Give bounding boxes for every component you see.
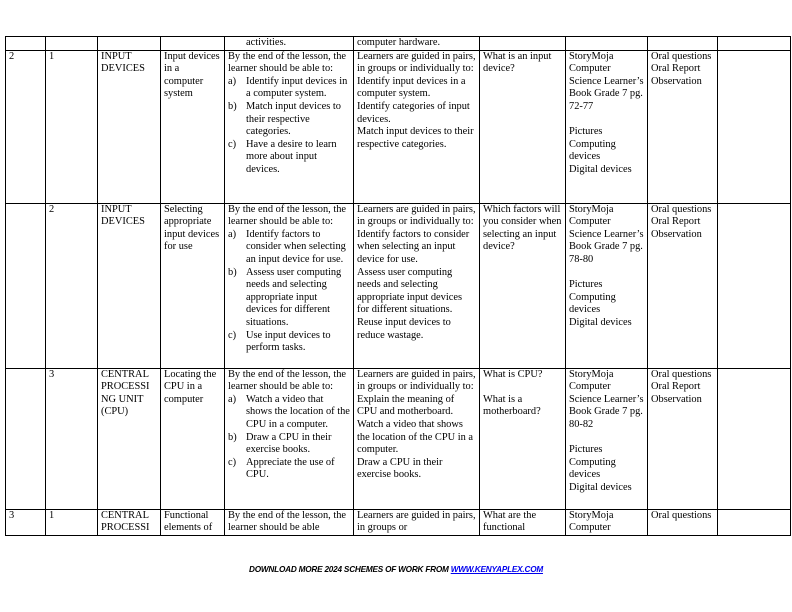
table-row	[6, 50, 791, 203]
cell-lesson: 3	[46, 368, 98, 509]
objective-marker: c)	[228, 138, 237, 150]
cell-remarks	[718, 50, 791, 203]
cell-sub-strand: Selecting appropriate input devices for use	[161, 203, 225, 368]
cell-sub-strand: Functional elements of	[161, 509, 225, 535]
cell-objectives	[225, 203, 354, 368]
cell-experiences: Learners are guided in pairs, in groups or individually to: Explain the meaning of CPU and motherboard. Watch a video that shows the location of the CPU in a computer. Draw a CPU in their exercise books.	[354, 368, 480, 509]
objectives-intro: By the end of the lesson, the learner should be able to:	[228, 368, 347, 393]
table-row	[6, 509, 791, 535]
resources-book: StoryMoja Computer	[569, 509, 614, 534]
spacer	[569, 114, 644, 127]
cell-remarks	[718, 203, 791, 368]
resources-other: Pictures Computing devices Digital devices	[569, 126, 632, 175]
cell-objectives	[225, 509, 354, 535]
spacer	[569, 432, 644, 445]
objective-item	[228, 330, 350, 355]
objectives-list	[228, 229, 350, 355]
objective-text: Appreciate the use of CPU.	[246, 456, 335, 481]
objective-text: Use input devices to perform tasks.	[246, 329, 331, 354]
cell-week: 3	[6, 509, 46, 535]
objective-item	[228, 267, 350, 330]
cell-objectives	[225, 368, 354, 509]
objective-marker: a)	[228, 228, 237, 240]
cell-remarks	[718, 509, 791, 535]
objective-text: Assess user computing needs and selecting appropriate input devices for different situations.	[246, 266, 342, 328]
cell-resources	[566, 50, 648, 203]
cell-remarks	[718, 368, 791, 509]
objectives-list	[228, 76, 350, 177]
cell-week	[6, 368, 46, 509]
cell-lesson: 2	[46, 203, 98, 368]
cell-week: 2	[6, 50, 46, 203]
footer-link[interactable]: WWW.KENYAPLEX.COM	[450, 565, 543, 574]
resources-book: StoryMoja Computer Science Learner’s Book Grade 7 pg. 72-77	[569, 50, 644, 112]
spacer	[569, 267, 644, 280]
cell-objectives-tail: activities.	[225, 37, 354, 51]
cell-experiences: Learners are guided in pairs, in groups or	[354, 509, 480, 535]
cell-week	[6, 37, 46, 51]
resources-other: Pictures Computing devices Digital devices	[569, 279, 632, 328]
cell-assessment: Oral questions Oral Report Observation	[648, 50, 718, 203]
objective-item	[228, 432, 350, 457]
cell-experiences-tail: computer hardware.	[354, 37, 480, 51]
cell-experiences: Learners are guided in pairs, in groups or individually to: Identify factors to consider when selecting an input device for use. Assess user computing needs and selecting appropriate input devices for different situations. Reuse input devices to reduce wastage.	[354, 203, 480, 368]
resources-book: StoryMoja Computer Science Learner’s Book Grade 7 pg. 78-80	[569, 203, 644, 265]
objective-item	[228, 457, 350, 482]
objective-text: Match input devices to their respective categories.	[246, 100, 341, 138]
objective-item	[228, 76, 350, 101]
objective-marker: b)	[228, 431, 237, 443]
cell-strand: INPUT DEVICES	[98, 203, 161, 368]
objective-marker: a)	[228, 75, 237, 87]
scheme-of-work-table	[5, 36, 791, 536]
cell-strand: INPUT DEVICES	[98, 50, 161, 203]
download-footer	[0, 565, 792, 574]
objective-marker: b)	[228, 100, 237, 112]
resources-book: StoryMoja Computer Science Learner’s Book Grade 7 pg. 80-82	[569, 368, 644, 430]
cell-objectives	[225, 50, 354, 203]
objective-text: Draw a CPU in their exercise books.	[246, 431, 332, 456]
objectives-intro: By the end of the lesson, the learner should be able to:	[228, 50, 347, 75]
cell-inquiry: Which factors will you consider when selecting an input device?	[480, 203, 566, 368]
cell-assessment: Oral questions Oral Report Observation	[648, 203, 718, 368]
objective-marker: c)	[228, 329, 237, 341]
continuation-row	[6, 37, 791, 51]
objective-marker: a)	[228, 393, 237, 405]
cell-assessment: Oral questions Oral Report Observation	[648, 368, 718, 509]
cell-lesson: 1	[46, 50, 98, 203]
cell-resources	[566, 37, 648, 51]
resources-other: Pictures Computing devices Digital devices	[569, 444, 632, 493]
objective-item	[228, 139, 350, 177]
objectives-list	[228, 394, 350, 482]
cell-assessment	[648, 37, 718, 51]
objective-item	[228, 394, 350, 432]
cell-week	[6, 203, 46, 368]
cell-remarks	[718, 37, 791, 51]
objective-item	[228, 229, 350, 267]
cell-assessment: Oral questions	[648, 509, 718, 535]
cell-inquiry: What is CPU? What is a motherboard?	[480, 368, 566, 509]
objective-text: Have a desire to learn more about input devices.	[246, 138, 337, 175]
table-row	[6, 203, 791, 368]
objective-marker: c)	[228, 456, 237, 468]
objective-item	[228, 101, 350, 139]
objectives-intro: By the end of the lesson, the learner should be able to:	[228, 203, 347, 228]
cell-resources	[566, 203, 648, 368]
objective-text: Identify factors to consider when selecting an input device for use.	[246, 228, 346, 265]
cell-strand	[98, 37, 161, 51]
cell-resources	[566, 509, 648, 535]
cell-sub-strand: Locating the CPU in a computer	[161, 368, 225, 509]
cell-inquiry: What is an input device?	[480, 50, 566, 203]
objective-marker: b)	[228, 266, 237, 278]
cell-lesson	[46, 37, 98, 51]
cell-sub-strand: Input devices in a computer system	[161, 50, 225, 203]
objective-text: Identify input devices in a computer system.	[246, 75, 348, 100]
cell-inquiry: What are the functional	[480, 509, 566, 535]
objective-text: Watch a video that shows the location of the CPU in a computer.	[246, 393, 350, 430]
cell-lesson: 1	[46, 509, 98, 535]
footer-text: DOWNLOAD MORE 2024 SCHEMES OF WORK FROM	[249, 565, 451, 574]
cell-resources	[566, 368, 648, 509]
table-row	[6, 368, 791, 509]
cell-sub-strand	[161, 37, 225, 51]
cell-inquiry	[480, 37, 566, 51]
cell-experiences: Learners are guided in pairs, in groups or individually to: Identify input devices in a computer system. Identify categories of input devices. Match input devices to their respective categories.	[354, 50, 480, 203]
objectives-intro: By the end of the lesson, the learner should be able	[228, 509, 347, 534]
cell-strand: CENTRAL PROCESSI NG UNIT (CPU)	[98, 368, 161, 509]
cell-strand: CENTRAL PROCESSI	[98, 509, 161, 535]
